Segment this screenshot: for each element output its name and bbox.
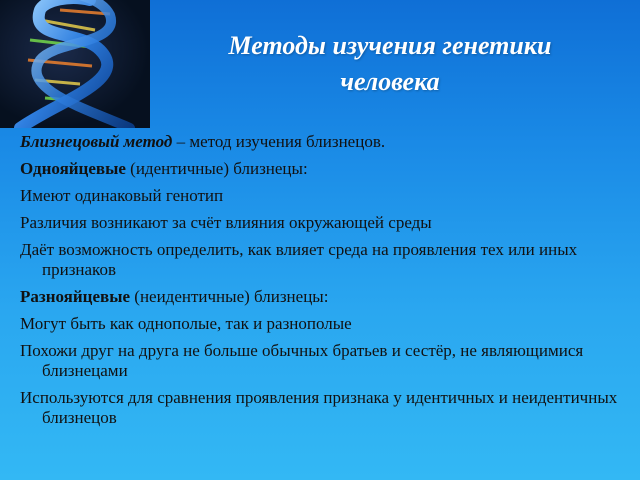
identical-description: (идентичные) близнецы:	[125, 159, 308, 178]
slide-title-line-1: Методы изучения генетики	[228, 31, 552, 60]
paragraph-sex-variation: Могут быть как однополые, так и разнополые	[20, 314, 352, 333]
fraternal-description: (неидентичные) близнецы:	[130, 287, 329, 306]
paragraph-identical-heading	[20, 159, 620, 179]
paragraph-sibling-similarity: Похожи друг на друга не больше обычных братьев и сестёр, не являющимися близнецами	[20, 341, 584, 380]
slide-title	[160, 28, 620, 100]
paragraph-environment-differences: Различия возникают за счёт влияния окружающей среды	[20, 213, 432, 232]
term-twin-method: Близнецовый метод	[20, 132, 173, 151]
paragraph-comparison-use: Используются для сравнения проявления признака у идентичных и неидентичных близнецов	[20, 388, 618, 427]
term-identical: Однояйцевые	[20, 159, 126, 178]
slide-title-line-2: человека	[340, 67, 440, 96]
slide-content	[20, 132, 620, 435]
paragraph-fraternal-heading	[20, 287, 620, 307]
paragraph-same-genotype: Имеют одинаковый генотип	[20, 186, 224, 205]
term-fraternal: Разнояйцевые	[20, 287, 131, 306]
paragraph-environment-effect: Даёт возможность определить, как влияет среда на проявления тех или иных признаков	[20, 240, 578, 279]
definition-text: – метод изучения близнецов.	[172, 132, 386, 151]
paragraph-method-definition	[20, 132, 620, 152]
dna-helix-image	[0, 0, 150, 128]
